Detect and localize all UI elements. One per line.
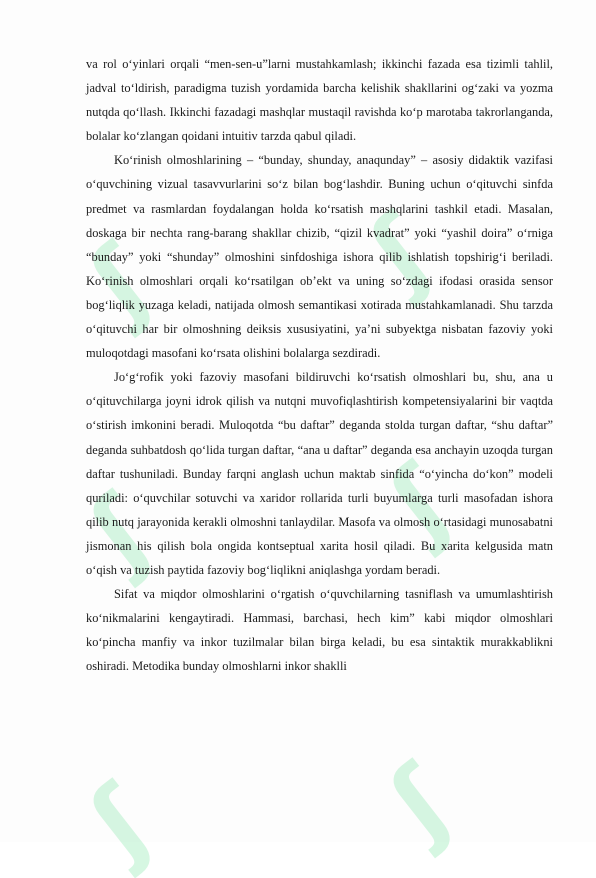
watermark-mark: ʃ [70, 220, 177, 339]
paragraph: Jo‘g‘rofik yoki fazoviy masofani bildiruvchi ko‘rsatish olmoshlari bu, shu, ana u o‘qituvchilarga joyni idrok qilish va nutqni muvofiqlashtirish kompetensiyalarini bir vaqtda o‘stirish imkonini beradi. Muloqotda “bu daftar” deganda stolda turgan daftar, “shu daftar” deganda suhbatdosh qo‘lida turgan daftar, “ana u daftar” deganda esa anchayin uzoqda turgan daftar tushuniladi. Bunday farqni anglash uchun maktab sinfida “o‘yincha do‘kon” modeli quriladi: o‘quvchilar sotuvchi va xaridor rollarida turli buyumlarga turli masofadan ishora qilib nutq jarayonida kerakli olmoshni tanlaydilar. Masofa va olmosh o‘rtasidagi munosabatni jismonan his qilish bola ongida kontseptual xarita hosil qiladi. Bu xarita kelgusida matn o‘qish va tuzish paytida fazoviy bog‘liqlikni aniqlashga yordam beradi. [86, 370, 553, 577]
watermark-mark: ʃ [70, 760, 177, 878]
watermark-mark: ʃ [350, 190, 457, 309]
paragraph: va rol o‘yinlari orqali “men-sen-u”larni mustahkamlash; ikkinchi fazada esa tizimli tahlil, jadval to‘ldirish, paradigma tuzish yordamida barcha kelishik shakllarini og‘zaki va yozma nutqda qo‘llash. Ikkinchi fazadagi mashqlar mustaqil ravishda ko‘p marotaba takrorlanganda, bolalar ko‘zlangan qoidani intuitiv tarzda qabul qiladi. [86, 57, 553, 144]
paragraph: Sifat va miqdor olmoshlarini o‘rgatish o‘quvchilarning tasniflash va umumlashtirish ko‘nikmalarini kengaytiradi. Hammasi, barchasi, hech kim” kabi miqdor olmoshlari ko‘pincha manfiy va inkor tuzilmalar bilan birga keladi, bu esa sintaktik murakkablikni oshiradi. Metodika bunday olmoshlarni inkor shaklli [86, 587, 553, 674]
watermark-mark: ʃ [370, 740, 477, 859]
watermark-mark: ʃ [370, 440, 477, 559]
watermark-mark: ʃ [70, 470, 177, 589]
paragraph: Ko‘rinish olmoshlarining – “bunday, shunday, anaqunday” – asosiy didaktik vazifasi o‘quvchining vizual tasavvurlarini so‘z bilan bog‘lashdir. Buning uchun o‘qituvchi sinfda predmet va rasmlardan foydalangan holda ko‘rsatish mashqlarini tashkil etadi. Masalan, doskaga bir nechta rang-barang shakllar chizib, “qizil kvadrat” yoki “yashil doira” o‘rniga “bunday” yoki “shunday” olmoshini sinfdoshiga ishora qilib ishlatish topshirig‘i beriladi. Ko‘rinish olmoshlari orqali ko‘rsatilgan ob’ekt va uning so‘zdagi ifodasi orasida sensor bog‘liqlik yuzaga keladi, natijada olmosh semantikasi xotirada mustahkamlanadi. Shu tarzda o‘qituvchi har bir olmoshning deiksis xususiyatini, ya’ni subyektga nisbatan fazoviy yoki muloqotdagi masofani ko‘rsata olishini bolalarga sezdiradi. [86, 153, 553, 361]
body-text [86, 52, 553, 678]
